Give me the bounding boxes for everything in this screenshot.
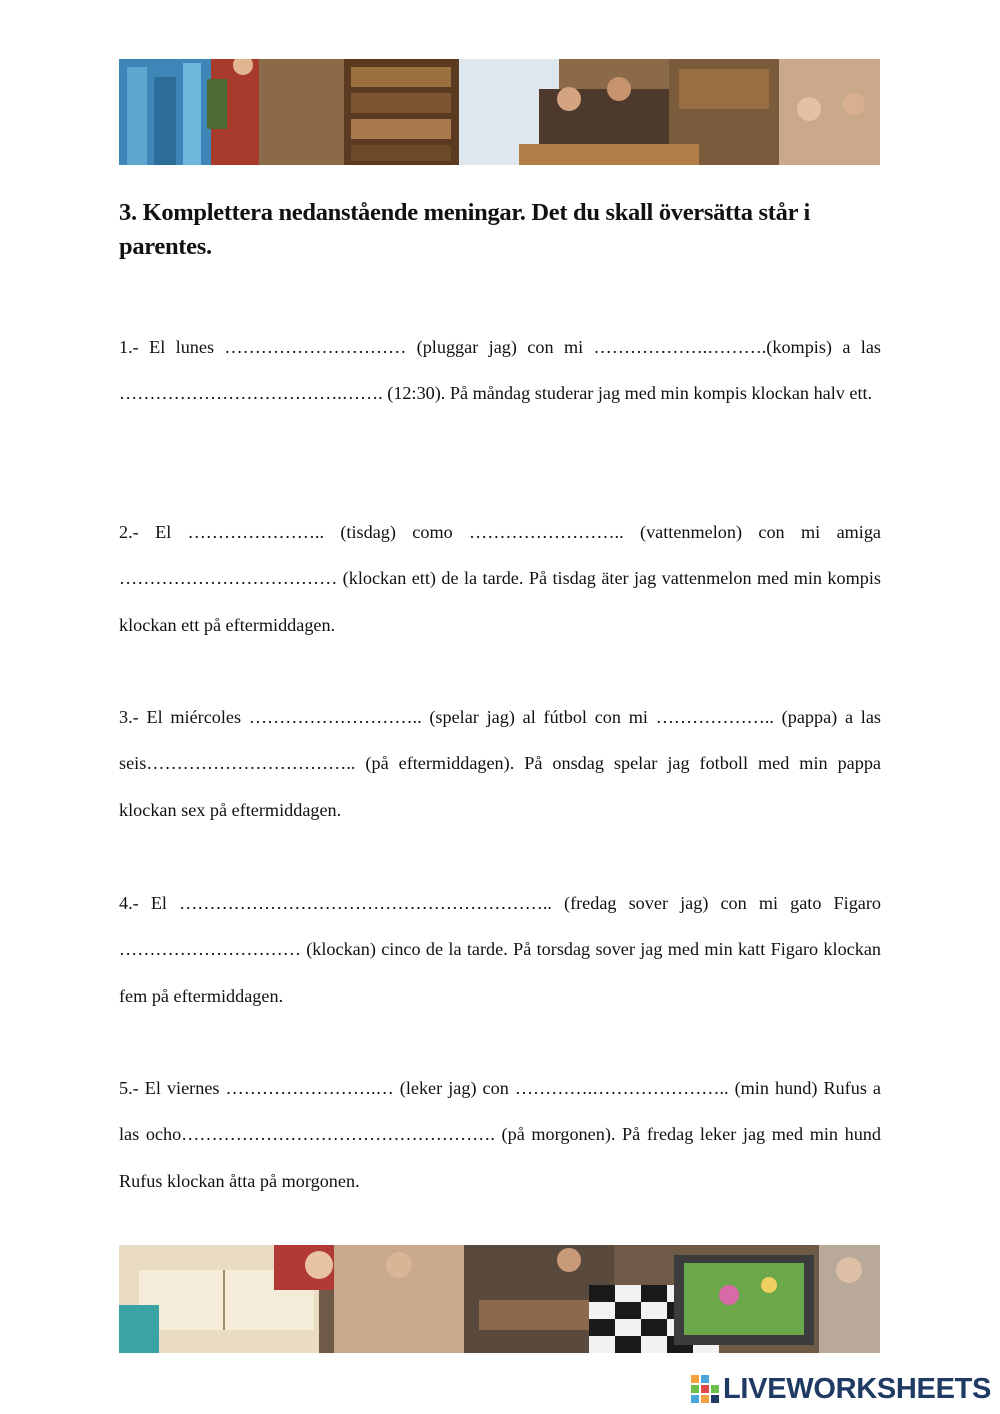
liveworksheets-logo-icon [690,1374,720,1404]
exercise-item [119,694,881,833]
exercise-item [119,324,881,417]
liveworksheets-logo-text: LIVEWORKSHEETS [723,1372,992,1405]
exercise-text: El viernes …………………….… (leker jag) con ………….………………….. (min hund) Rufus a las ocho……………………………………………. (på morgonen). På fredag leker jag med min hund Rufus klockan åtta på morgonen. [119,1078,882,1191]
header-banner-image [119,59,880,165]
liveworksheets-logo [690,1372,991,1406]
exercise-number: 2.- [119,522,139,542]
exercise-item [119,509,881,648]
exercise-text: El …………………………………………………….. (fredag sover jag) con mi gato Figaro ………………………… (klockan) cinco de la tarde. På torsdag sover jag med min katt Figaro klockan fem på eftermiddagen. [119,893,882,1006]
exercise-heading: 3. Komplettera nedanstående meningar. Det du skall översätta står i parentes. [119,199,811,260]
exercise-item [119,1065,881,1204]
exercise-text: El lunes ………………………… (pluggar jag) con mi ……………….……….(kompis) a las ……………………………….……. (12:30). På måndag studerar jag med min kompis klockan halv ett. [119,337,882,404]
exercise-text: El miércoles ……………………….. (spelar jag) al fútbol con mi ……………….. (pappa) a las seis…………………………….. (på eftermiddagen). På onsdag spelar jag fotboll med min pappa klockan sex på eftermiddagen. [119,707,882,820]
exercise-text: El ………………….. (tisdag) como …………………….. (vattenmelon) con mi amiga ……………………………… (klockan ett) de la tarde. På tisdag äter jag vattenmelon med min kompis klockan ett på eftermiddagen. [119,522,882,635]
exercise-number: 1.- [119,337,139,357]
footer-banner-image [119,1245,880,1353]
exercise-number: 5.- [119,1078,139,1098]
exercise-number: 3.- [119,707,139,727]
exercise-item [119,880,881,1019]
exercise-number: 4.- [119,893,139,913]
